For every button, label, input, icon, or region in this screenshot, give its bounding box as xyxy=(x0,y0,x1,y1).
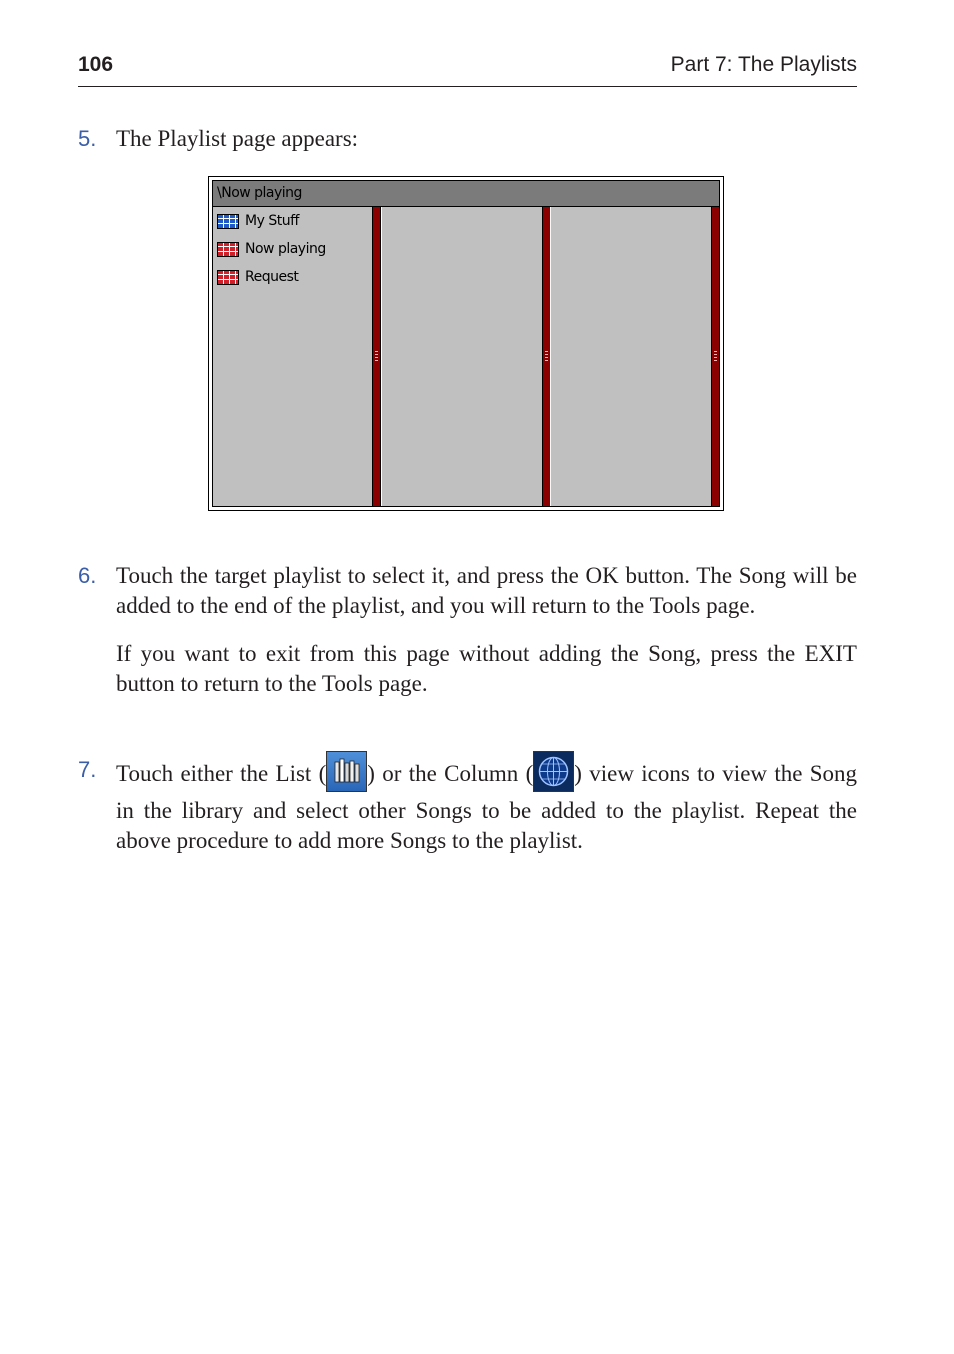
step-number: 6. xyxy=(78,563,97,588)
list-item[interactable] xyxy=(217,265,298,289)
column-scrollbar[interactable] xyxy=(711,207,720,506)
step-text: The Playlist page appears: xyxy=(116,126,359,151)
list-view-icon xyxy=(326,751,367,792)
column-scrollbar[interactable] xyxy=(372,207,381,506)
step-text xyxy=(116,755,857,856)
playlist-column-3[interactable] xyxy=(550,207,720,506)
part-title: Part 7: The Playlists xyxy=(670,53,857,76)
scroll-grip-icon[interactable] xyxy=(375,351,378,361)
column-view-icon xyxy=(533,751,574,792)
playlist-label: My Stuff xyxy=(245,213,299,229)
scroll-grip-icon[interactable] xyxy=(714,351,717,361)
path-title: \Now playing xyxy=(213,181,719,207)
step-note: If you want to exit from this page without adding the Song, press the EXIT button to return to the Tools page. xyxy=(116,641,857,696)
step-number: 5. xyxy=(78,126,97,151)
step-5 xyxy=(78,124,857,154)
playlist-label: Request xyxy=(245,269,299,285)
playlist-screenshot xyxy=(208,176,724,511)
playlist-label: Now playing xyxy=(245,241,326,257)
scroll-grip-icon[interactable] xyxy=(545,351,548,361)
playlist-column-1[interactable] xyxy=(213,207,381,506)
playlist-column-2[interactable] xyxy=(381,207,551,506)
step-text-part: Touch either the List ( xyxy=(116,760,327,786)
step-7 xyxy=(78,755,857,856)
playlist-icon xyxy=(217,242,239,257)
step-6 xyxy=(78,561,857,699)
step-text-part: ) view icons to view the Song in the library and select other Songs to be added to the playlist. Repeat the above procedure to add more Songs to the playlist. xyxy=(116,760,858,853)
playlist-icon xyxy=(217,270,239,285)
step-number: 7. xyxy=(78,757,97,782)
page-header xyxy=(78,50,857,87)
step-text: Touch the target playlist to select it, and press the OK button. The Song will be added to the end of the playlist, and you will return to the Tools page. xyxy=(116,563,857,618)
step-text-part: ) or the Column ( xyxy=(367,760,534,786)
list-item[interactable] xyxy=(217,237,326,261)
playlist-icon xyxy=(217,214,239,229)
page-number: 106 xyxy=(78,53,114,76)
list-item[interactable] xyxy=(217,209,299,233)
playlist-window xyxy=(212,180,720,507)
